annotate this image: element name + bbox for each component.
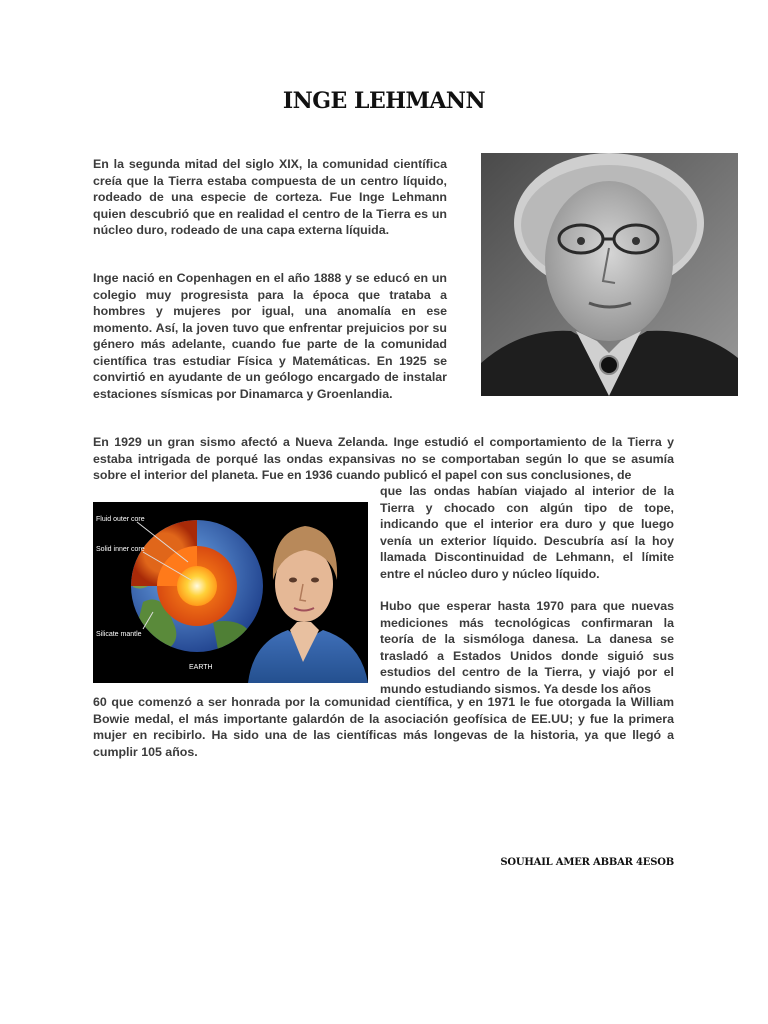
- paragraph-intro: En la segunda mitad del siglo XIX, la comunidad científica creía que la Tierra estaba compuesta de un centro líquido, rodeado de una especie de corteza. Fue Inge Lehmann quien descubrió que en realidad el centro de la Tierra es un núcleo duro, rodeado de una capa externa líquida.: [93, 157, 447, 237]
- author-signature: SOUHAIL AMER ABBAR 4ESOB: [500, 857, 674, 868]
- portrait-photo: [481, 153, 738, 396]
- paragraph-earthquake: En 1929 un gran sismo afectó a Nueva Zelanda. Inge estudió el comportamiento de la Tierra y estaba intrigada de porqué las ondas expansivas no se comportaban según lo que se asumía sobre el interior del planeta. Fue en 1936 cuando publicó el papel con sus conclusiones, de: [93, 435, 674, 482]
- paragraph-biography: Inge nació en Copenhagen en el año 1888 y se educó en un colegio muy progresista para la época que trataba a hombres y mujeres por igual, una anomalía en ese momento. Así, la joven tuvo que enfrentar prejuicios por su género más adelante, cuando fue parte de la comunidad científica tras estudiar Física y Matemáticas. En 1925 se convirtió en ayudante de un geólogo encargado de instalar estaciones sísmicas por Dinamarca y Groenlandia.: [93, 271, 447, 401]
- label-inner-core: Solid inner core: [96, 546, 145, 553]
- page-title: INGE LEHMANN: [282, 88, 486, 114]
- label-outer-core: Fluid outer core: [96, 516, 145, 523]
- label-mantle: Silicate mantle: [96, 631, 142, 638]
- earth-diagram-image: [93, 502, 368, 683]
- label-earth: EARTH: [189, 664, 213, 671]
- paragraph-confirmation: Hubo que esperar hasta 1970 para que nuevas mediciones más tecnológicas confirmaran la teoría de la sismóloga danesa. La danesa se trasladó a Estados Unidos donde siguió sus estudios del centro de la Tierra, y viajó por el mundo estudiando sismos. Ya desde los años: [380, 599, 674, 696]
- paragraph-discovery: que las ondas habían viajado al interior de la Tierra y chocado con algún tipo de tope, indicando que el interior era duro y que luego venía un exterior líquido. Descubría así la hoy llamada Discontinuidad de Lehmann, el límite entre el núcleo duro y núcleo líquido.: [380, 484, 674, 581]
- paragraph-honors: 60 que comenzó a ser honrada por la comunidad científica, y en 1971 le fue otorgada la William Bowie medal, el más importante galardón de la asociación geofísica de EE.UU; y fue la primera mujer en recibirlo. Ha sido una de las científicas más longevas de la historia, ya que llegó a cumplir 105 años.: [93, 695, 674, 759]
